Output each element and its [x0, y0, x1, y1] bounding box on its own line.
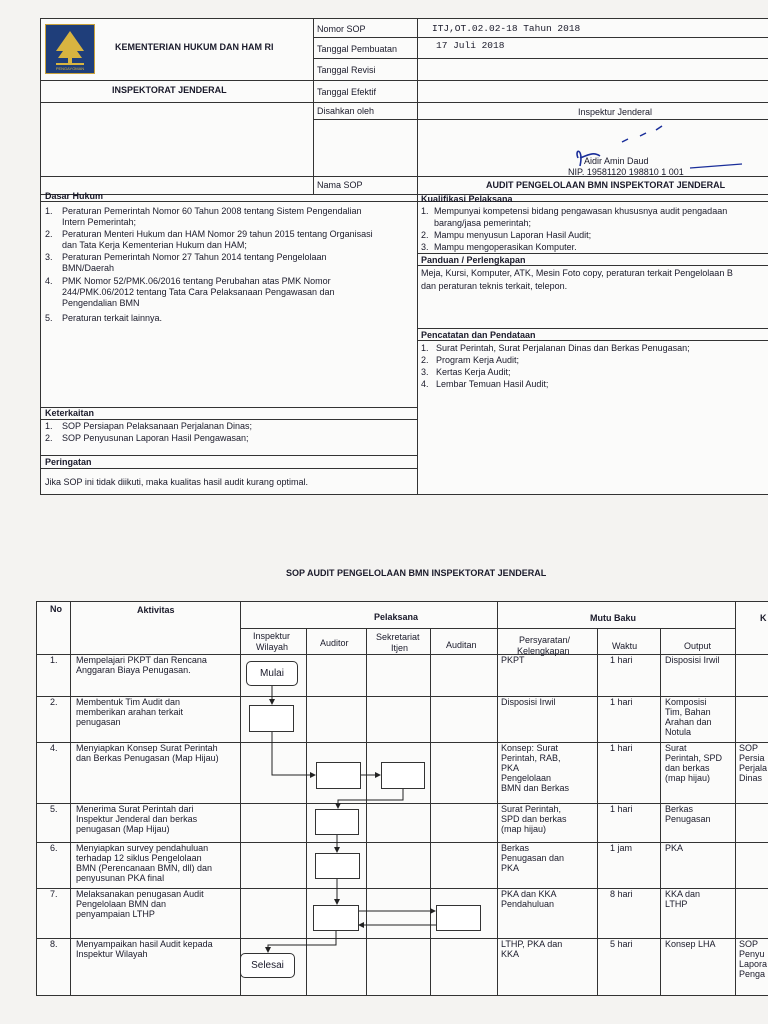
pencatatan-line: Kertas Kerja Audit; — [436, 367, 511, 377]
dasar-hukum-num: 1. — [45, 206, 53, 216]
row-aktivitas: penugasan (Map Hijau) — [76, 824, 170, 834]
row-aktivitas: Menerima Surat Perintah dari — [76, 804, 194, 814]
kualifikasi-line: Mampu menyusun Laporan Hasil Audit; — [434, 230, 592, 240]
header-no: No — [50, 604, 62, 614]
value-tanggal-pembuatan: 17 Juli 2018 — [436, 40, 505, 51]
header-mutu-baku: Mutu Baku — [590, 613, 636, 623]
kualifikasi-num: 1. — [421, 206, 429, 216]
label-disahkan-oleh: Disahkan oleh — [317, 106, 375, 116]
row-output: Notula — [665, 727, 692, 737]
header-ket: K — [760, 613, 767, 623]
header-auditor: Auditor — [320, 638, 349, 648]
kualifikasi-title: Kualifikasi Pelaksana — [421, 194, 513, 204]
row-persyaratan: Konsep: Surat — [501, 743, 559, 753]
row-aktivitas: Menyiapkan survey pendahuluan — [76, 843, 209, 853]
row-waktu: 1 hari — [610, 743, 633, 753]
signer-name: Aidir Amin Daud — [584, 156, 649, 166]
row-waktu: 1 hari — [610, 655, 633, 665]
row-output: Disposisi Irwil — [665, 655, 720, 665]
dasar-hukum-line: dan Tata Kerja Kementerian Hukum dan HAM; — [62, 240, 247, 250]
row-aktivitas: penyampaian LTHP — [76, 909, 155, 919]
header-sekretariat: Sekretariat — [376, 632, 420, 642]
row-persyaratan: PKA dan KKA — [501, 889, 557, 899]
pencatatan-num: 1. — [421, 343, 429, 353]
ministry-name: KEMENTERIAN HUKUM DAN HAM RI — [115, 42, 274, 52]
row-keterangan: Penyu — [739, 949, 765, 959]
row-aktivitas: terhadap 12 siklus Pengelolaan — [76, 853, 202, 863]
row-persyaratan: Surat Perintah, — [501, 804, 562, 814]
row-aktivitas: Anggaran Biaya Penugasan. — [76, 665, 191, 675]
panduan-line: dan peraturan teknis terkait, telepon. — [421, 281, 568, 291]
row-output: Penugasan — [665, 814, 711, 824]
row-output: Konsep LHA — [665, 939, 716, 949]
row-aktivitas: penyusunan PKA final — [76, 873, 165, 883]
row-output: LTHP — [665, 899, 688, 909]
row-number: 4. — [50, 743, 58, 753]
header-waktu: Waktu — [612, 641, 638, 651]
kualifikasi-num: 3. — [421, 242, 429, 252]
row-aktivitas: memberikan arahan terkait — [76, 707, 184, 717]
row-waktu: 1 hari — [610, 804, 633, 814]
keterkaitan-num: 1. — [45, 421, 53, 431]
pencatatan-num: 3. — [421, 367, 429, 377]
row-aktivitas: Membentuk Tim Audit dan — [76, 697, 181, 707]
header-sekretariat: Itjen — [391, 643, 409, 653]
row-persyaratan: Penugasan dan — [501, 853, 565, 863]
row-output: Surat — [665, 743, 687, 753]
row-aktivitas: Pengelolaan BMN dan — [76, 899, 167, 909]
row-aktivitas: Melaksanakan penugasan Audit — [76, 889, 204, 899]
row-output: Tim, Bahan — [665, 707, 711, 717]
row-persyaratan: Berkas — [501, 843, 530, 853]
kemenkumham-logo — [45, 24, 95, 74]
row-number: 6. — [50, 843, 58, 853]
process-box-step2 — [249, 705, 294, 732]
unit-name: INSPEKTORAT JENDERAL — [112, 85, 227, 95]
row-persyaratan: KKA — [501, 949, 520, 959]
pencatatan-line: Lembar Temuan Hasil Audit; — [436, 379, 549, 389]
row-keterangan: Perjala — [739, 763, 768, 773]
header-auditan: Auditan — [446, 640, 477, 650]
row-persyaratan: BMN dan Berkas — [501, 783, 570, 793]
row-number: 7. — [50, 889, 58, 899]
row-persyaratan: PKA — [501, 863, 520, 873]
row-keterangan: Dinas — [739, 773, 763, 783]
row-number: 1. — [50, 655, 58, 665]
row-persyaratan: Disposisi Irwil — [501, 697, 556, 707]
keterkaitan-line: SOP Penyusunan Laporan Hasil Pengawasan; — [62, 433, 249, 443]
label-tanggal-efektif: Tanggal Efektif — [317, 87, 377, 97]
row-waktu: 5 hari — [610, 939, 633, 949]
process-box-step6 — [315, 853, 360, 879]
process-box-step7-auditan — [436, 905, 481, 931]
panduan-line: Meja, Kursi, Komputer, ATK, Mesin Foto copy, peraturan terkait Pengelolaan B — [421, 268, 733, 278]
row-persyaratan: LTHP, PKA dan — [501, 939, 563, 949]
kualifikasi-line: barang/jasa pemerintah; — [434, 218, 532, 228]
kualifikasi-line: Mampu mengoperasikan Komputer. — [434, 242, 577, 252]
row-output: Arahan dan — [665, 717, 712, 727]
row-keterangan: Penga — [739, 969, 766, 979]
row-number: 5. — [50, 804, 58, 814]
logo-text: PENGAYOMAN — [55, 66, 85, 71]
pencatatan-line: Surat Perintah, Surat Perjalanan Dinas dan Berkas Penugasan; — [436, 343, 690, 353]
row-persyaratan: Pendahuluan — [501, 899, 555, 909]
row-persyaratan: Pengelolaan — [501, 773, 552, 783]
pencatatan-num: 4. — [421, 379, 429, 389]
dasar-hukum-title: Dasar Hukum — [45, 191, 104, 201]
start-terminal — [246, 661, 298, 686]
pencatatan-title: Pencatatan dan Pendataan — [421, 330, 536, 340]
start-label: Mulai — [260, 668, 284, 679]
dasar-hukum-line: Intern Pemerintah; — [62, 217, 137, 227]
header-output: Output — [684, 641, 712, 651]
dasar-hukum-line: BMN/Daerah — [62, 263, 115, 273]
row-waktu: 8 hari — [610, 889, 633, 899]
row-persyaratan: Perintah, RAB, — [501, 753, 561, 763]
row-output: Perintah, SPD — [665, 753, 723, 763]
panduan-title: Panduan / Perlengkapan — [421, 255, 526, 265]
peringatan-text: Jika SOP ini tidak diikuti, maka kualitas hasil audit kurang optimal. — [45, 477, 308, 487]
row-output: Komposisi — [665, 697, 707, 707]
header-pelaksana: Pelaksana — [374, 612, 419, 622]
row-number: 8. — [50, 939, 58, 949]
row-aktivitas: penugasan — [76, 717, 121, 727]
row-number: 2. — [50, 697, 58, 707]
row-persyaratan: SPD dan berkas — [501, 814, 567, 824]
header-persyaratan: Kelengkapan — [517, 646, 570, 656]
row-aktivitas: Mempelajari PKPT dan Rencana — [76, 655, 207, 665]
value-nomor-sop: ITJ,OT.02.02-18 Tahun 2018 — [432, 23, 581, 34]
row-persyaratan: PKPT — [501, 655, 525, 665]
row-aktivitas: Inspektur Jenderal dan berkas — [76, 814, 198, 824]
row-output: dan berkas — [665, 763, 710, 773]
keterkaitan-num: 2. — [45, 433, 53, 443]
peringatan-title: Peringatan — [45, 457, 92, 467]
label-nomor-sop: Nomor SOP — [317, 24, 366, 34]
row-waktu: 1 jam — [610, 843, 633, 853]
label-tanggal-pembuatan: Tanggal Pembuatan — [317, 44, 398, 54]
label-tanggal-revisi: Tanggal Revisi — [317, 65, 376, 75]
dasar-hukum-line: Pengendalian BMN — [62, 298, 140, 308]
dasar-hukum-line: Peraturan Pemerintah Nomor 60 Tahun 2008 tentang Sistem Pengendalian — [62, 206, 362, 216]
dasar-hukum-num: 2. — [45, 229, 53, 239]
value-nama-sop: AUDIT PENGELOLAAN BMN INSPEKTORAT JENDERAL — [486, 180, 726, 190]
pencatatan-num: 2. — [421, 355, 429, 365]
label-nama-sop: Nama SOP — [317, 180, 363, 190]
row-keterangan: Lapora — [739, 959, 768, 969]
header-inspektur: Inspektur — [253, 631, 291, 641]
pencatatan-line: Program Kerja Audit; — [436, 355, 520, 365]
row-persyaratan: PKA — [501, 763, 520, 773]
row-aktivitas: Menyiapkan Konsep Surat Perintah — [76, 743, 218, 753]
row-output: PKA — [665, 843, 684, 853]
header-persyaratan: Persyaratan/ — [519, 635, 571, 645]
dasar-hukum-line: 244/PMK.06/2012 tentang Tata Cara Pelaksanaan Pengawasan dan — [62, 287, 335, 297]
dasar-hukum-line: Peraturan terkait lainnya. — [62, 313, 163, 323]
process-box-step7-auditor — [313, 905, 359, 931]
row-aktivitas: Inspektur Wilayah — [76, 949, 148, 959]
end-terminal — [240, 953, 295, 978]
keterkaitan-title: Keterkaitan — [45, 408, 95, 418]
kualifikasi-line: Mempunyai kompetensi bidang pengawasan khususnya audit pengadaan — [434, 206, 728, 216]
keterkaitan-line: SOP Persiapan Pelaksanaan Perjalanan Dinas; — [62, 421, 252, 431]
row-persyaratan: (map hijau) — [501, 824, 547, 834]
row-keterangan: SOP — [739, 939, 759, 949]
row-aktivitas: BMN (Perencanaan BMN, dll) dan — [76, 863, 213, 873]
row-output: (map hijau) — [665, 773, 711, 783]
row-keterangan: SOP — [739, 743, 759, 753]
dasar-hukum-line: Peraturan Pemerintah Nomor 27 Tahun 2014 tentang Pengelolaan — [62, 252, 327, 262]
signer-nip: NIP. 19581120 198810 1 001 — [568, 167, 684, 177]
row-aktivitas: dan Berkas Penugasan (Map Hijau) — [76, 753, 219, 763]
process-box-step4-auditor — [316, 762, 361, 789]
dasar-hukum-num: 5. — [45, 313, 53, 323]
header-aktivitas: Aktivitas — [137, 605, 175, 615]
header-inspektur: Wilayah — [256, 642, 289, 652]
dasar-hukum-num: 4. — [45, 276, 53, 286]
value-disahkan-oleh: Inspektur Jenderal — [578, 107, 653, 117]
process-box-step4-sekretariat — [381, 762, 425, 789]
dasar-hukum-line: Peraturan Menteri Hukum dan HAM Nomor 29 tahun 2015 tentang Organisasi — [62, 229, 373, 239]
process-box-step5 — [315, 809, 359, 835]
row-output: Berkas — [665, 804, 694, 814]
dasar-hukum-line: PMK Nomor 52/PMK.06/2016 tentang Perubahan atas PMK Nomor — [62, 276, 331, 286]
row-waktu: 1 hari — [610, 697, 633, 707]
row-output: KKA dan — [665, 889, 701, 899]
kualifikasi-num: 2. — [421, 230, 429, 240]
row-keterangan: Persia — [739, 753, 765, 763]
dasar-hukum-num: 3. — [45, 252, 53, 262]
end-label: Selesai — [251, 960, 284, 971]
row-aktivitas: Menyampaikan hasil Audit kepada — [76, 939, 213, 949]
flow-title: SOP AUDIT PENGELOLAAN BMN INSPEKTORAT JENDERAL — [286, 568, 547, 578]
